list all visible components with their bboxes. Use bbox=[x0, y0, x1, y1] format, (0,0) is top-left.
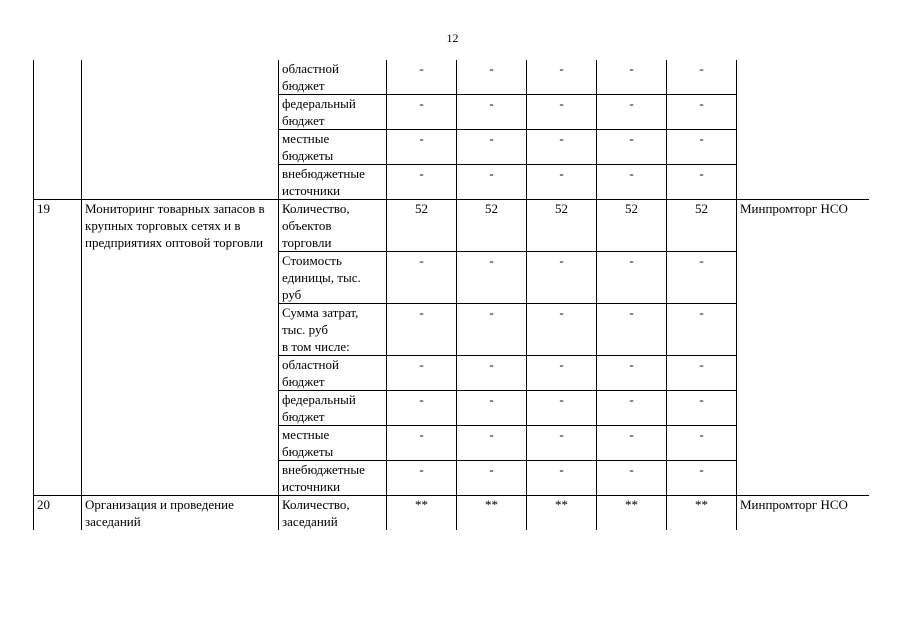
value-cell-year-2: - bbox=[457, 426, 527, 461]
indicator-cell: Стоимость единицы, тыс. руб bbox=[279, 252, 387, 304]
value-cell-year-2: - bbox=[457, 461, 527, 496]
value-cell-year-2: - bbox=[457, 95, 527, 130]
value-cell-year-4: - bbox=[597, 252, 667, 304]
measures-table bbox=[33, 60, 869, 530]
value-cell-year-5: 52 bbox=[667, 200, 737, 252]
value-cell-year-1: - bbox=[387, 356, 457, 391]
value-cell-year-5: - bbox=[667, 130, 737, 165]
value-cell-year-4: - bbox=[597, 60, 667, 95]
value-cell-year-3: - bbox=[527, 252, 597, 304]
value-cell-year-1: - bbox=[387, 391, 457, 426]
item-responsible: Минпромторг НСО bbox=[737, 496, 870, 531]
value-cell-year-4: - bbox=[597, 391, 667, 426]
value-cell-year-4: - bbox=[597, 95, 667, 130]
table-row bbox=[34, 60, 870, 95]
value-cell-year-1: ** bbox=[387, 496, 457, 531]
value-cell-year-2: 52 bbox=[457, 200, 527, 252]
value-cell-year-5: - bbox=[667, 461, 737, 496]
value-cell-year-3: - bbox=[527, 95, 597, 130]
value-cell-year-5: ** bbox=[667, 496, 737, 531]
value-cell-year-2: - bbox=[457, 130, 527, 165]
num-cell bbox=[34, 60, 82, 200]
value-cell-year-2: - bbox=[457, 165, 527, 200]
item-number: 19 bbox=[34, 200, 82, 496]
value-cell-year-1: - bbox=[387, 426, 457, 461]
measures-table-container bbox=[33, 60, 869, 536]
item-name: Мониторинг товарных запасов в крупных торговых сетях и в предприятиях оптовой торговли bbox=[82, 200, 279, 496]
value-cell-year-5: - bbox=[667, 304, 737, 356]
value-cell-year-4: ** bbox=[597, 496, 667, 531]
value-cell-year-5: - bbox=[667, 426, 737, 461]
value-cell-year-3: ** bbox=[527, 496, 597, 531]
indicator-cell: внебюджетные источники bbox=[279, 165, 387, 200]
value-cell-year-1: - bbox=[387, 165, 457, 200]
indicator-cell: местные бюджеты bbox=[279, 130, 387, 165]
value-cell-year-3: - bbox=[527, 165, 597, 200]
value-cell-year-3: - bbox=[527, 60, 597, 95]
indicator-cell: Количество, объектов торговли bbox=[279, 200, 387, 252]
value-cell-year-5: - bbox=[667, 252, 737, 304]
value-cell-year-3: - bbox=[527, 426, 597, 461]
value-cell-year-2: - bbox=[457, 356, 527, 391]
indicator-cell: федеральный бюджет bbox=[279, 391, 387, 426]
item-responsible: Минпромторг НСО bbox=[737, 200, 870, 496]
table-row bbox=[34, 200, 870, 252]
value-cell-year-2: - bbox=[457, 252, 527, 304]
item-name: Организация и проведение заседаний bbox=[82, 496, 279, 531]
value-cell-year-3: - bbox=[527, 391, 597, 426]
value-cell-year-1: - bbox=[387, 60, 457, 95]
value-cell-year-5: - bbox=[667, 356, 737, 391]
value-cell-year-4: - bbox=[597, 461, 667, 496]
value-cell-year-4: - bbox=[597, 165, 667, 200]
value-cell-year-1: - bbox=[387, 461, 457, 496]
value-cell-year-5: - bbox=[667, 165, 737, 200]
value-cell-year-5: - bbox=[667, 95, 737, 130]
value-cell-year-3: 52 bbox=[527, 200, 597, 252]
responsible-cell bbox=[737, 60, 870, 200]
indicator-cell: федеральный бюджет bbox=[279, 95, 387, 130]
indicator-cell: областной бюджет bbox=[279, 356, 387, 391]
indicator-cell: Сумма затрат, тыс. руб в том числе: bbox=[279, 304, 387, 356]
page-number: 12 bbox=[446, 31, 459, 45]
value-cell-year-1: - bbox=[387, 130, 457, 165]
item-number: 20 bbox=[34, 496, 82, 531]
value-cell-year-2: - bbox=[457, 304, 527, 356]
value-cell-year-3: - bbox=[527, 356, 597, 391]
value-cell-year-5: - bbox=[667, 391, 737, 426]
indicator-cell: Количество, заседаний bbox=[279, 496, 387, 531]
table-row bbox=[34, 496, 870, 531]
value-cell-year-3: - bbox=[527, 304, 597, 356]
value-cell-year-1: - bbox=[387, 252, 457, 304]
value-cell-year-2: - bbox=[457, 60, 527, 95]
value-cell-year-5: - bbox=[667, 60, 737, 95]
value-cell-year-4: - bbox=[597, 304, 667, 356]
value-cell-year-4: 52 bbox=[597, 200, 667, 252]
value-cell-year-3: - bbox=[527, 461, 597, 496]
value-cell-year-4: - bbox=[597, 130, 667, 165]
name-cell bbox=[82, 60, 279, 200]
value-cell-year-1: 52 bbox=[387, 200, 457, 252]
value-cell-year-4: - bbox=[597, 356, 667, 391]
value-cell-year-2: - bbox=[457, 391, 527, 426]
value-cell-year-4: - bbox=[597, 426, 667, 461]
indicator-cell: областной бюджет bbox=[279, 60, 387, 95]
indicator-cell: местные бюджеты bbox=[279, 426, 387, 461]
indicator-cell: внебюджетные источники bbox=[279, 461, 387, 496]
value-cell-year-2: ** bbox=[457, 496, 527, 531]
value-cell-year-1: - bbox=[387, 95, 457, 130]
value-cell-year-1: - bbox=[387, 304, 457, 356]
value-cell-year-3: - bbox=[527, 130, 597, 165]
